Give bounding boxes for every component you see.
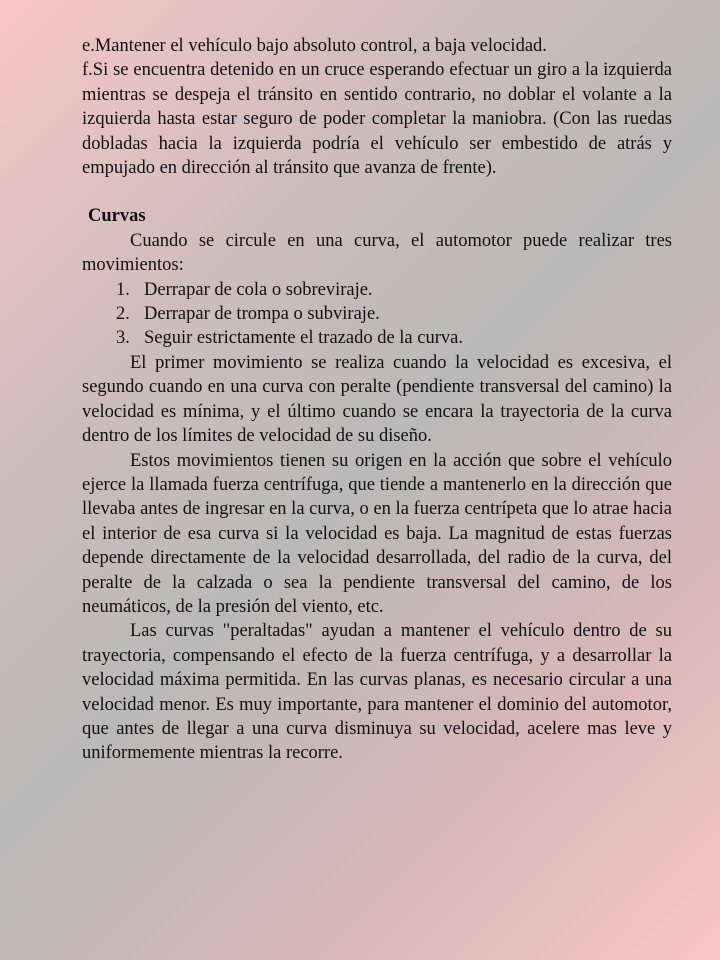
list-item-number: 1.: [116, 279, 130, 300]
paragraph-e: e.Mantener el vehículo bajo absoluto control, a baja velocidad.: [82, 36, 547, 56]
body-paragraph: Estos movimientos tienen su origen en la acción que sobre el vehículo ejerce la llamada fuerza centrífuga, que tiende a mantenerlo en la dirección que llevaba antes de ingresar en la curva, o en la fuerza centrípeta que lo atrae hacia el interior de esa curva si la velocidad es baja. La magnitud de estas fuerzas depende directamente de la velocidad desarrollada, del radio de la curva, del peralte de la calzada o sea la pendiente transversal del camino, de los neumáticos, de la presión del viento, etc.: [82, 450, 672, 617]
section-heading: Curvas: [88, 206, 146, 227]
paragraph-f: f.Si se encuentra detenido en un cruce esperando efectuar un giro a la izquierda mientras se despeja el tránsito en sentido contrario, no doblar el volante a la izquierda hasta estar seguro de poder completar la maniobra. (Con las ruedas dobladas hacia la izquierda podría el vehículo ser embestido de atrás y empujado en dirección al tránsito que avanza de frente).: [82, 60, 672, 179]
section-intro: Cuando se circule en una curva, el automotor puede realizar tres movimientos:: [82, 230, 672, 276]
list-item: [82, 302, 672, 326]
list-item-text: Seguir estrictamente el trazado de la curva.: [144, 328, 463, 349]
movement-list: [82, 278, 672, 351]
list-item-number: 2.: [116, 304, 130, 325]
list-item: [82, 326, 672, 350]
body-paragraph: El primer movimiento se realiza cuando la velocidad es excesiva, el segundo cuando en una curva con peralte (pendiente transversal del camino) la velocidad es mínima, y el último cuando se encara la trayectoria de la curva dentro de los límites de velocidad de su diseño.: [82, 352, 672, 447]
list-item-text: Derrapar de trompa o subviraje.: [144, 304, 380, 325]
list-item-number: 3.: [116, 328, 130, 349]
list-item-text: Derrapar de cola o sobreviraje.: [144, 279, 373, 300]
body-paragraph: Las curvas "peraltadas" ayudan a mantener el vehículo dentro de su trayectoria, compensando el efecto de la fuerza centrífuga, y a desarrollar la velocidad máxima permitida. En las curvas planas, es necesario circular a una velocidad menor. Es muy importante, para mantener el dominio del automotor, que antes de llegar a una curva disminuya su velocidad, acelere mas leve y uniformemente mientras la recorre.: [82, 621, 672, 764]
list-item: [82, 278, 672, 302]
document-page: [82, 34, 672, 766]
